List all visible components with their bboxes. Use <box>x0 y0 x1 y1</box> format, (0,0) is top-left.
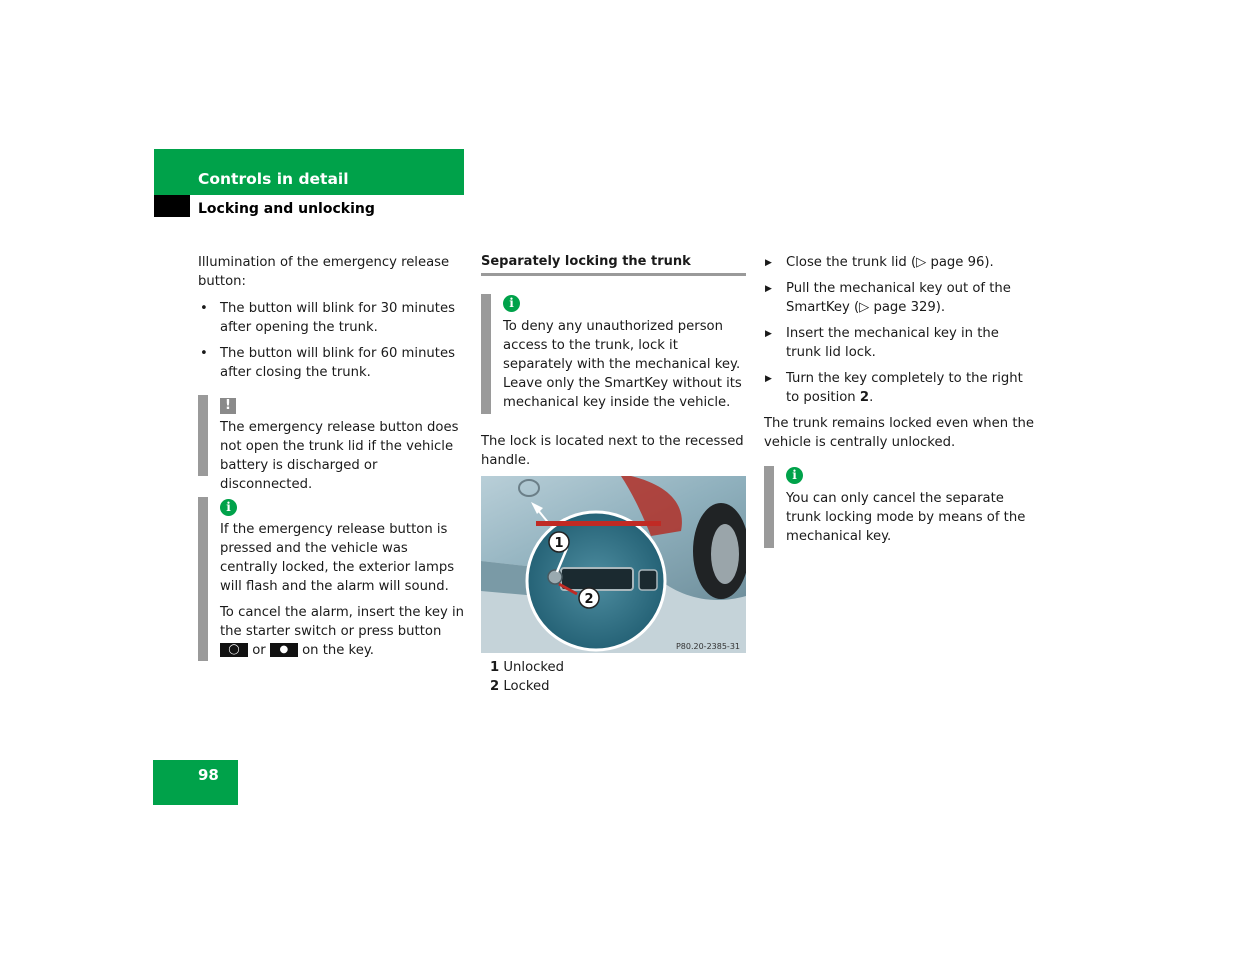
list-item: • The button will blink for 60 minutes after closing the trunk. <box>198 344 466 382</box>
remain-text: The trunk remains locked even when the vehicle is centrally unlocked. <box>764 416 1034 450</box>
legend-item: 1 Unlocked <box>490 660 565 675</box>
note-bar <box>198 395 208 476</box>
lock-icon: ● <box>270 643 298 657</box>
info-icon: i <box>786 467 803 484</box>
exclamation-icon: ! <box>220 398 236 414</box>
section-title: Controls in detail <box>198 170 349 188</box>
info-text-alarm: To cancel the alarm, insert the key in the starter switch or press button ◯ or ● on the key. <box>220 605 464 658</box>
page-number: 98 <box>198 766 219 784</box>
column-1 <box>198 253 466 389</box>
heading-rule <box>481 273 746 276</box>
image-code: P80.20-2385-31 <box>675 642 740 651</box>
column-3 <box>764 253 1036 452</box>
info-note <box>481 294 746 414</box>
step-item: ▶ Turn the key completely to the right to position 2. <box>764 369 1036 407</box>
legend-item: 2 Locked <box>490 679 550 694</box>
note-bar <box>764 466 774 548</box>
lock-location-text: The lock is located next to the recessed handle. <box>481 434 744 468</box>
info-text: If the emergency release button is pressed and the vehicle was centrally locked, the exterior lamps will flash and the alarm will sound. <box>220 522 455 594</box>
unlock-icon: ◯ <box>220 643 248 657</box>
step-item: ▶ Pull the mechanical key out of the SmartKey (▷ page 329). <box>764 279 1036 317</box>
callout-1: 1 <box>554 536 564 551</box>
info-text: To deny any unauthorized person access to the trunk, lock it separately with the mechanical key. Leave only the SmartKey without its mechanical key inside the vehicle. <box>503 319 742 410</box>
info-icon: i <box>503 295 520 312</box>
info-note <box>198 497 466 661</box>
note-bar <box>198 497 208 661</box>
note-bar <box>481 294 491 414</box>
section-subtitle: Locking and unlocking <box>198 201 375 217</box>
warning-text: The emergency release button does not open the trunk lid if the vehicle battery is discharged or disconnected. <box>220 420 459 492</box>
intro-text: Illumination of the emergency release button: <box>198 255 450 289</box>
info-note <box>764 466 1036 548</box>
photo-legend <box>490 658 730 696</box>
callout-2: 2 <box>584 592 594 607</box>
warning-note <box>198 395 466 492</box>
step-list <box>764 253 1036 407</box>
header-marker <box>154 195 190 217</box>
step-item: ▶ Insert the mechanical key in the trunk lid lock. <box>764 324 1036 362</box>
step-item: ▶ Close the trunk lid (▷ page 96). <box>764 253 1036 272</box>
list-item: • The button will blink for 30 minutes after opening the trunk. <box>198 299 466 337</box>
trunk-lock-photo <box>481 476 746 653</box>
section-heading: Separately locking the trunk <box>481 254 691 269</box>
page-number-box <box>153 760 238 805</box>
bullet-list <box>198 299 466 382</box>
info-icon: i <box>220 499 237 516</box>
info-text: You can only cancel the separate trunk locking mode by means of the mechanical key. <box>786 491 1026 544</box>
